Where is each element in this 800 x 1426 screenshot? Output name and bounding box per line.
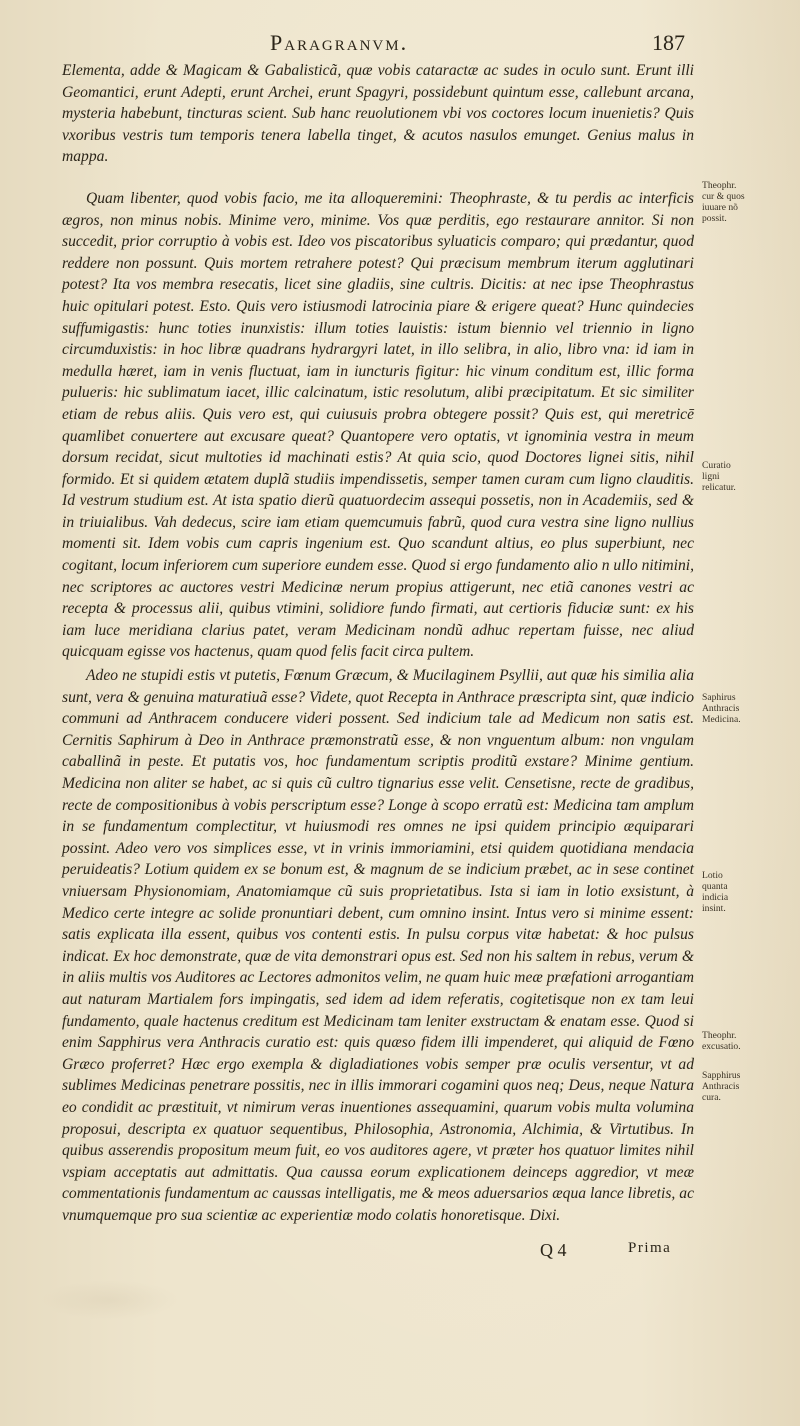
paragraph: Elementa, adde & Magicam & Gabalisticã, quæ vobis cataractæ ac sudes in oculo sunt. Erunt illi Geomantici, erunt Adepti, erunt Archei, erunt Spagyri, possidebunt quintum esse, callebunt arcana, mysteria habebunt, tincturas scient. Sub hanc reuolutionem vbi vos coctores locum inuenietis? Quis vxoribus vestris tum temporis tenera labella tinget, & acutos nasulos emunget. Genius malus in mappa. xyxy=(62,62,694,166)
margin-note-sapphirus: Sapphirus Anthracis cura. xyxy=(702,1070,741,1103)
catchword: Prima xyxy=(628,1240,672,1256)
page-number: 187 xyxy=(652,30,685,55)
margin-note-lotio: Lotio quanta indicia insint. xyxy=(702,870,729,914)
margin-note-curatio: Curatio ligni relicatur. xyxy=(702,460,736,493)
signature-mark: Q 4 xyxy=(540,1240,567,1260)
margin-note-excusatio: Theophr. excusatio. xyxy=(702,1030,741,1052)
margin-note-saphirus: Saphirus Anthracis Medicina. xyxy=(702,692,741,725)
paragraph: Quam libenter, quod vobis facio, me ita alloqueremini: Theophraste, & tu perdis ac interficis ægros, non minus nobis. Minime vero, minime. Vos quæ perditis, ego restaurare annitor. Si non succedit, prior corruptio à vobis est. Ideo vos piscatoribus syluaticis comparo; qui prædantur, quod reddere non possunt. Quis mortem retrahere potest? Qui præcisum membrum iterum agglutinari potest? Ita vos membra resecatis, licet sine gladiis, sine cultris. Dicitis: at nec ipse Theophrastus huic opitulari potest. Esto. Quis vero istiusmodi latrocinia piare & erigere queat? Hunc quindecies suffumigastis: hunc toties inunxistis: illum toties lauistis: istum biennio vel triennio in ligno circumduxistis: in hoc libræ quadrans hydrargyri latet, in illo selibra, in alio, libro vna: id iam in medulla hæret, iam in venis fluctuat, iam in iuncturis figitur: hic vinum conditum est, illic forma pulueris: hic sublimatum iacet, illic calcinatum, istic resolutum, alibi præcipitatum. Et sic similiter etiam de rebus aliis. Quis vero est, qui cuiusuis probra obtegere possit? Quis est, qui meretricē quamlibet conuertere aut excusare queat? Quantopere vero optatis, vt ignominia vestra in meum dorsum recidat, sicut multoties id machinati estis? At quia scio, quod Doctores lignei sitis, nihil formido. Et si quidem ætatem duplã studiis impendissetis, semper tamen curam cum ligno clauditis. Id vestrum studium est. At ista spatio dierũ quatuordecim assequi possetis, non in Academiis, sed & in triuialibus. Vah dedecus, scire iam etiam quemcumuis fabrũ, quod cura vestra sine ligno nullius momenti sit. Idem vobis cum capris ingenium est. Quo scandunt altius, eo plus superbiunt, nec cogitant, locum inferiorem cum superiore eundem esse. Quod si ergo fundamento alio n ullo nitimini, nec scriptores ac auctores vestri Medicinæ nerum propius attigerunt, nec etiã canones vestri ac recepta & processus alii, quibus vtimini, solidiore fundo firmati, aut certioris fiduciæ sunt: ex his iam luce meridiana clarius patet, veram Medicinam nondũ adhuc repertam fuisse, nec aliud quicquam egisse vos hactenus, quam quod felis facit circa pultem. xyxy=(62,189,694,661)
body-text xyxy=(62,60,694,1226)
running-head xyxy=(0,30,800,58)
paragraph: Adeo ne stupidi estis vt putetis, Fœnum Græcum, & Mucilaginem Psyllii, aut quæ his similia alia sunt, vera & genuina maturatiuã esse? Videte, quot Recepta in Anthrace præscripta sint, quæ indicio communi ad Anthracem conducere videri possent. Sed indicium tale ad Medicum non satis est. Cernitis Saphirum à Deo in Anthrace præmonstratũ esse, & non vnguentum album: non vngulam caballinã in peste. Et putatis vos, hoc fundamentum scriptis proditũ exstare? Minime gentium. Medicina non aliter se habet, ac si quis cũ cultro tignarius esse velit. Censetisne, recte de gradibus, recte de compositionibus à vobis perscriptum esse? Longe à scopo erratũ est: Medicina tam amplum in se fundamentum complectitur, vt huiusmodi res omnes ne ipsi quidem principio æquiparari possint. Adeo vero vos simplices esse, vt in vrinis immoriamini, etsi quidem quotidiana mendacia peruideatis? Lotium quidem ex se bonum est, & magnum de se indicium præbet, ac in sese continet vniuersam Physionomiam, Anatomiamque cũ suis proprietatibus. Ista si iam in lotio exsistunt, à Medico certe integre ac solide pronuntiari debent, cum omnino insint. Intus vero si minime essent: satis explicata illa essent, quibus vos contenti estis. In pulsu corpus vitæ habetat: & hoc pulsus indicat. Ex hoc demonstrate, quæ de vita demonstrari opus est. Sed non his saltem in rebus, verum & in aliis multis vos Auditores ac Lectores admonitos velim, ne quam huic meæ præfationi arrogantiam aut naturam Martialem fors impingatis, sed idem ad idem referatis, cogitetisque non ex tam leui fundamento, quale hactenus creditum est Medicinam tam leniter exstructam & enatam esse. Quod si enim Sapphirus vera Anthracis curatio est: quis quæso fidem illi impenderet, qui aliquid de Fœno Græco proferret? Hæc ergo exempla & digladiationes vobis semper præ oculis versentur, vt ad sublimes Medicinas penetrare possitis, nec in illis immorari cogamini quos neq; Deus, neque Natura eo condidit ac præstituit, vt nimirum veras inuentiones assequamini, quarum vobis multa volumina proposui, descripta ex quatuor sequentibus, Philosophia, Astronomia, Alchimia, & Virtutibus. In quibus asserendis propositum meum fuit, eo vos auditores agere, vt præter hos quatuor limites nihil vspiam acceptatis aut admittatis. Qua caussa eorum explicationem deinceps aggredior, vt meæ commentationis fundamentum ac caussas intelligatis, me & meos aduersarios æqua lance libretis, ac vnumquemque pro sua scientiæ ac experientiæ modo colatis honoretisque. Dixi. xyxy=(62,667,694,1224)
running-title: Paragranvm. xyxy=(270,30,409,55)
paper-stain xyxy=(40,1280,180,1320)
margin-note-theophrastus: Theophr. cur & quos iuuare nõ possit. xyxy=(702,180,745,224)
page-footer xyxy=(0,1240,800,1262)
